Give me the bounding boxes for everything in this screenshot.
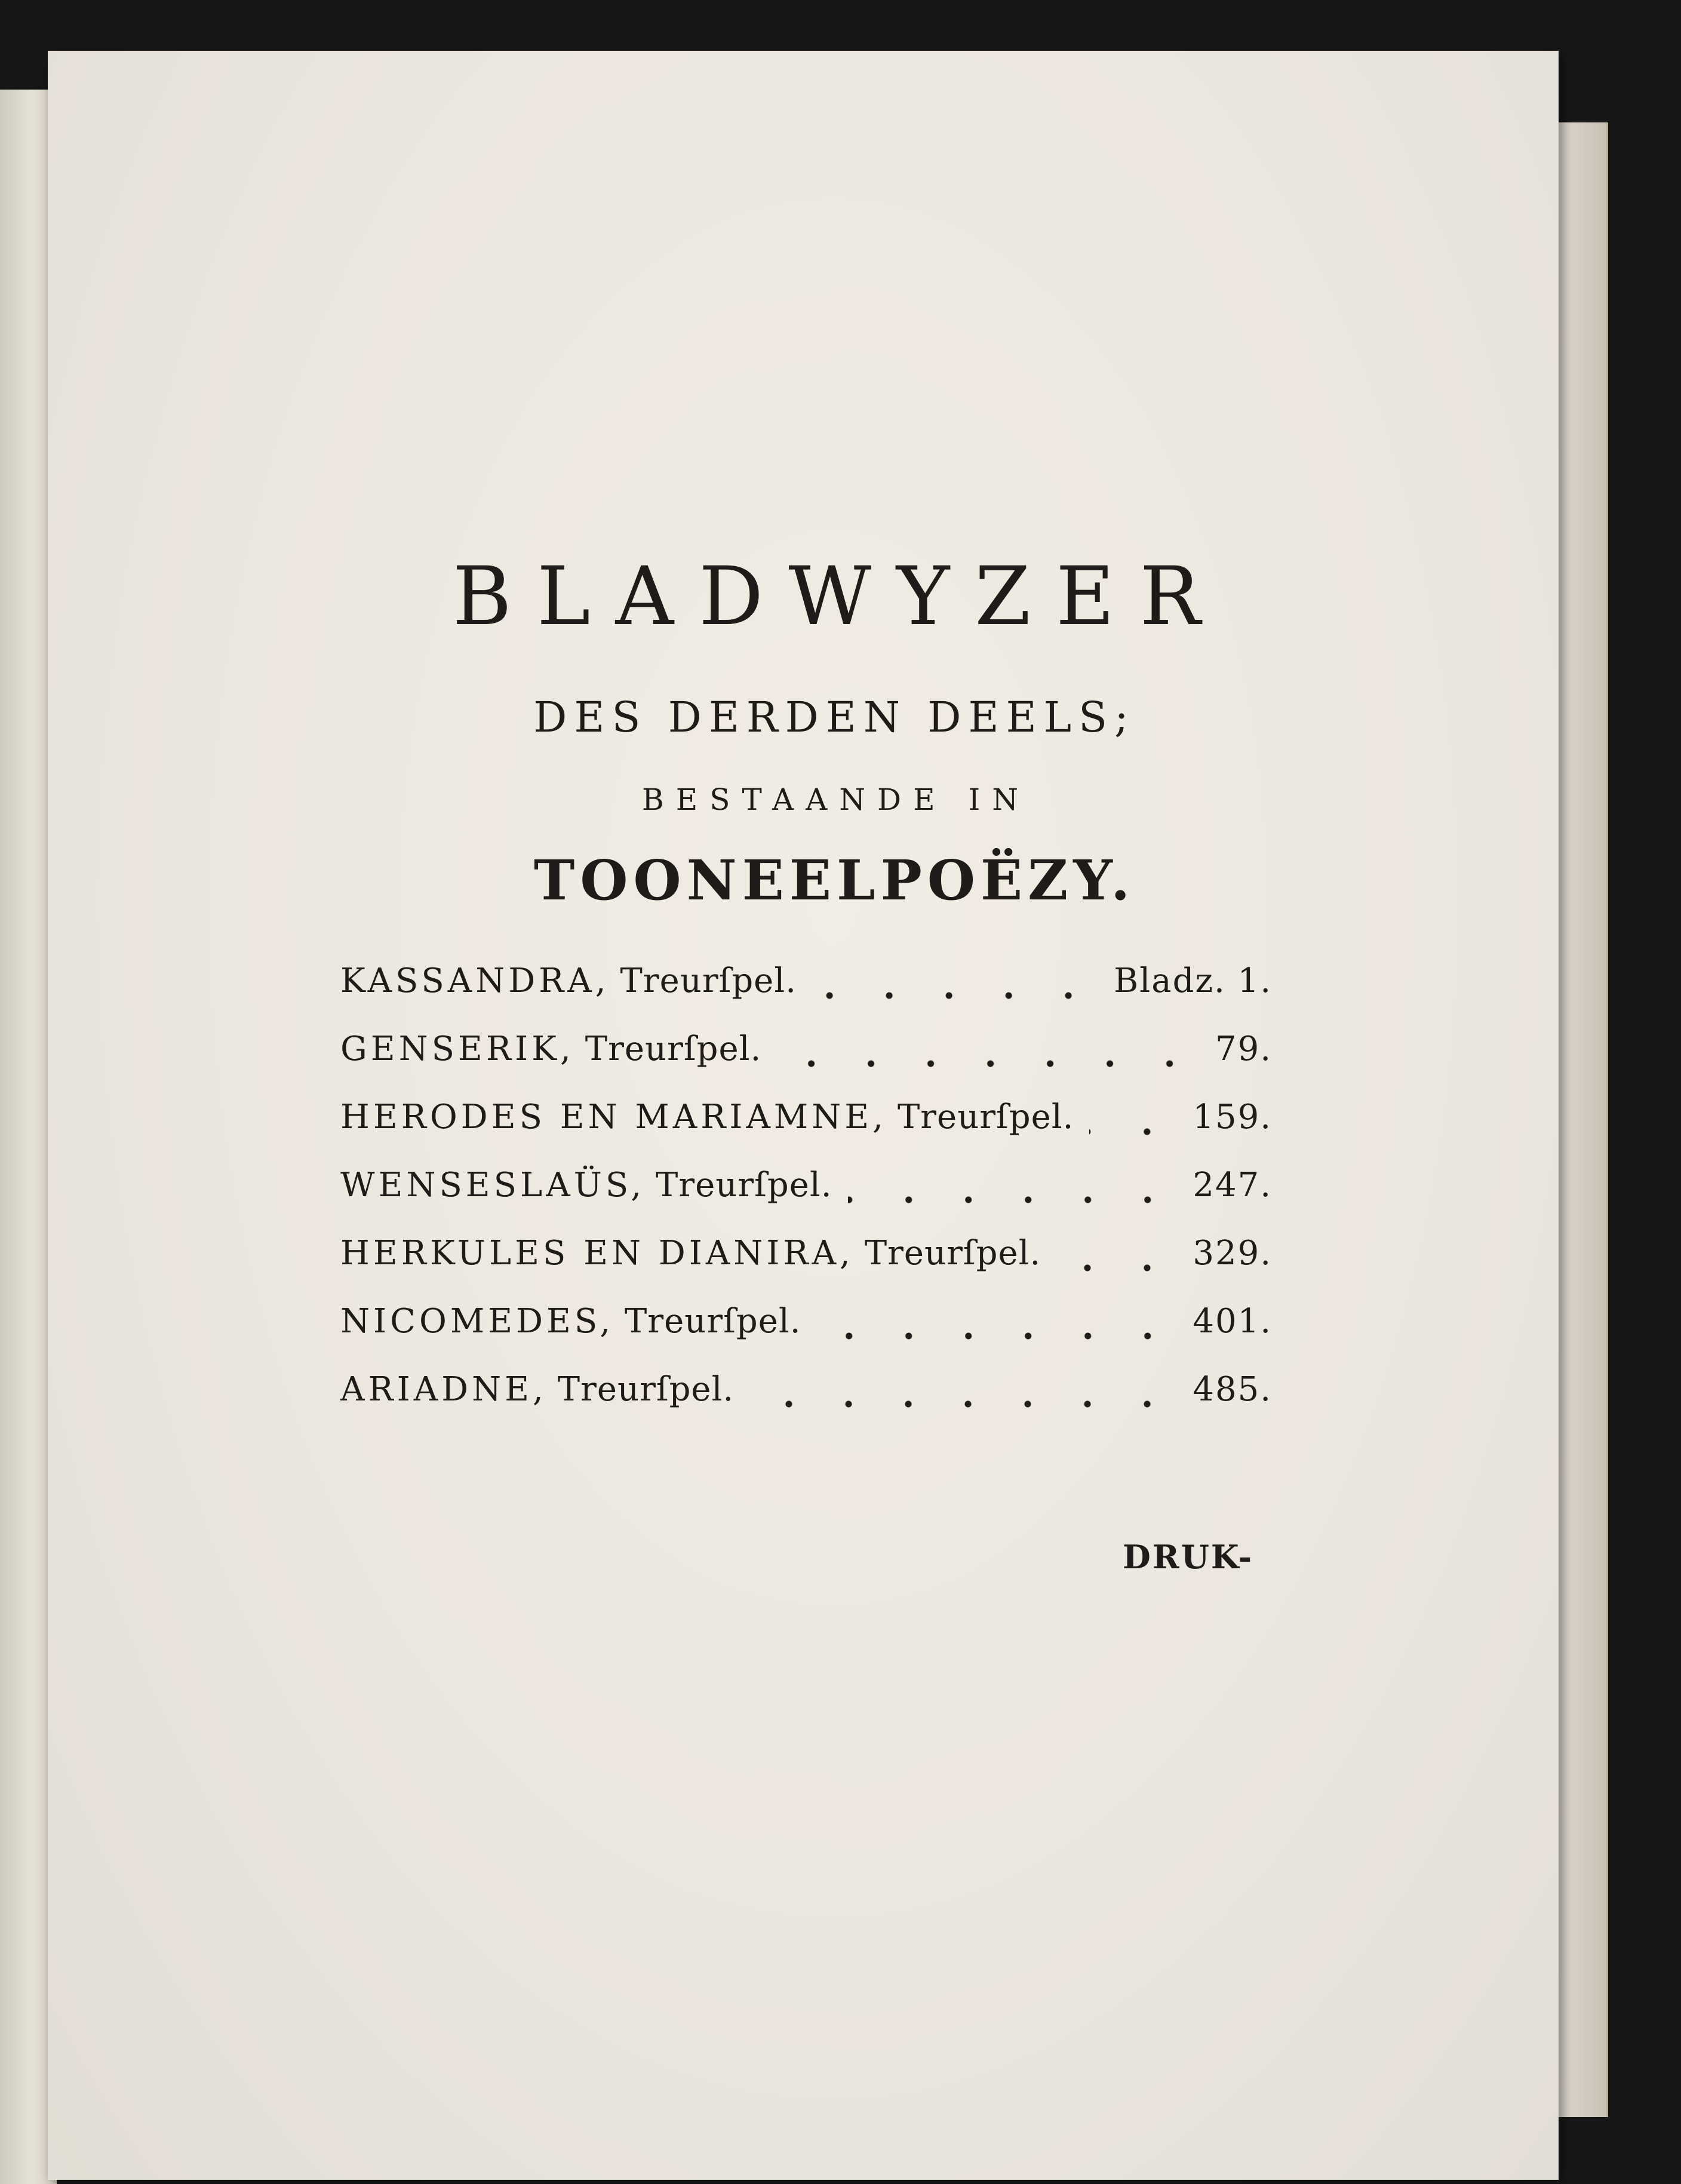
toc-entry-title: ARIADNE, — [340, 1370, 547, 1409]
dot-leader — [817, 1330, 1178, 1342]
page-content — [48, 51, 1559, 2180]
toc-entry — [340, 1370, 1272, 1438]
toc-entry — [340, 1166, 1272, 1234]
page-subtitle: DES DERDEN DEELS; — [533, 693, 1136, 742]
toc-entry — [340, 1030, 1272, 1098]
toc-entry — [340, 1302, 1272, 1370]
dot-leader — [1056, 1262, 1177, 1274]
dot-leader — [777, 1058, 1200, 1070]
dot-leader — [848, 1194, 1178, 1206]
toc-entry-page: 79. — [1215, 1030, 1272, 1068]
toc-entry-page: 159. — [1193, 1098, 1272, 1136]
page-title: BLADWYZER — [452, 549, 1226, 643]
page-subtitle-secondary: BESTAANDE IN — [641, 782, 1031, 817]
toc-entry-title: GENSERIK, — [340, 1030, 574, 1068]
toc-entry-genre: Treurſpel. — [625, 1302, 801, 1341]
toc-entry-page: 485. — [1193, 1370, 1272, 1409]
dot-leader — [812, 990, 1098, 1002]
toc-entry-genre: Treurſpel. — [585, 1030, 762, 1068]
toc-entry-title: KASSANDRA, — [340, 962, 610, 1000]
toc-entry-genre: Treurſpel. — [557, 1370, 735, 1409]
catchword: DRUK- — [1123, 1538, 1254, 1576]
toc-entry-page: Bladz. 1. — [1114, 962, 1272, 1000]
toc-entry-title: WENSESLAÜS, — [340, 1166, 646, 1205]
toc-entry-page: 247. — [1193, 1166, 1272, 1205]
section-heading: TOONEELPOËZY. — [533, 848, 1136, 913]
toc-entry — [340, 962, 1272, 1030]
toc-entry-genre: Treurſpel. — [864, 1234, 1041, 1273]
toc-entry-title: HERKULES EN DIANIRA, — [340, 1234, 854, 1273]
dot-leader — [749, 1398, 1177, 1410]
toc-entry-genre: Treurſpel. — [897, 1098, 1074, 1136]
table-of-contents — [340, 962, 1272, 1438]
toc-entry-genre: Treurſpel. — [620, 962, 797, 1000]
toc-entry-genre: Treurſpel. — [656, 1166, 832, 1205]
toc-entry-title: HERODES EN MARIAMNE, — [340, 1098, 887, 1136]
toc-entry-page: 329. — [1193, 1234, 1272, 1273]
dot-leader — [1089, 1126, 1177, 1138]
toc-entry-page: 401. — [1193, 1302, 1272, 1341]
toc-entry — [340, 1098, 1272, 1166]
toc-entry — [340, 1234, 1272, 1302]
book-page — [48, 51, 1559, 2180]
toc-entry-title: NICOMEDES, — [340, 1302, 614, 1341]
